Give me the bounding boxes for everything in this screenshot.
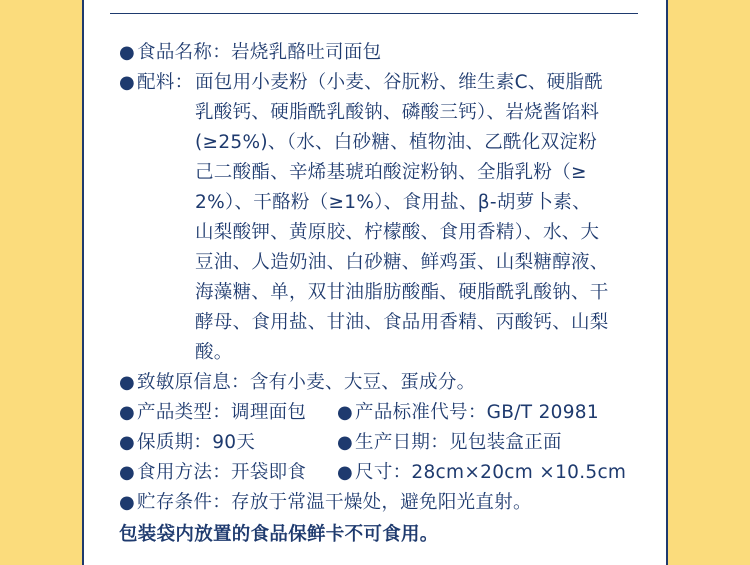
usage-label: 食用方法： <box>137 462 232 483</box>
allergen-row <box>119 368 639 398</box>
standard-value: GB/T 20981 <box>486 402 599 423</box>
ingredients-text <box>195 68 639 368</box>
size-value: 28cm×20cm ×10.5cm <box>411 462 627 483</box>
bullet-icon: ● <box>337 462 354 483</box>
allergen-value: 含有小麦、大豆、蛋成分。 <box>249 372 476 393</box>
bullet-icon: ● <box>119 42 136 63</box>
freshness-card-warning: 包装袋内放置的食品保鲜卡不可食用。 <box>119 524 439 545</box>
ingredients-line: (≥25%)、（水、白砂糖、植物油、乙酰化双淀粉 <box>195 132 598 153</box>
name-label: 食品名称： <box>137 42 232 63</box>
type-standard-row <box>119 398 639 428</box>
type-label: 产品类型： <box>137 402 232 423</box>
name-value: 岩烧乳酪吐司面包 <box>231 42 382 63</box>
bullet-icon: ● <box>337 432 354 453</box>
size-label: 尺寸： <box>355 462 412 483</box>
usage-size-row <box>119 458 639 488</box>
allergen-label: 致敏原信息： <box>137 372 250 393</box>
bullet-icon: ● <box>119 372 136 393</box>
bullet-icon: ● <box>119 72 136 93</box>
ingredients-label: 配料： <box>137 72 194 93</box>
top-divider <box>110 13 638 14</box>
ingredients-line: 面包用小麦粉（小麦、谷朊粉、维生素C、硬脂酰 <box>195 72 604 93</box>
ingredients-line: 海藻糖、单，双甘油脂肪酸酯、硬脂酰乳酸钠、干 <box>195 282 609 303</box>
product-name-row <box>119 38 639 68</box>
ingredients-line: 乳酸钙、硬脂酰乳酸钠、磷酸三钙）、岩烧酱馅料 <box>195 102 600 123</box>
ingredients-line: 2%）、干酪粉（≥1%）、食用盐、β-胡萝卜素、 <box>195 192 591 213</box>
ingredients-line: 山梨酸钾、黄原胶、柠檬酸、食用香精）、水、大 <box>195 222 600 243</box>
shelf-value: 90天 <box>212 432 256 453</box>
bullet-icon: ● <box>337 402 354 423</box>
date-label: 生产日期： <box>355 432 450 453</box>
storage-row <box>119 488 639 518</box>
ingredients-line: 酸。 <box>195 342 233 363</box>
shelf-date-row <box>119 428 639 458</box>
storage-value: 存放于常温干燥处，避免阳光直射。 <box>231 492 532 513</box>
ingredients-line: 豆油、人造奶油、白砂糖、鲜鸡蛋、山梨糖醇液、 <box>195 252 609 273</box>
date-value: 见包装盒正面 <box>449 432 562 453</box>
ingredients-line: 己二酸酯、辛烯基琥珀酸淀粉钠、全脂乳粉（≥ <box>195 162 587 183</box>
bullet-icon: ● <box>119 492 136 513</box>
shelf-label: 保质期： <box>137 432 213 453</box>
product-info <box>119 38 639 550</box>
bullet-icon: ● <box>119 402 136 423</box>
ingredients-line: 酵母、食用盐、甘油、食品用香精、丙酸钙、山梨 <box>195 312 609 333</box>
usage-value: 开袋即食 <box>231 462 307 483</box>
standard-label: 产品标准代号： <box>355 402 487 423</box>
bullet-icon: ● <box>119 462 136 483</box>
type-value: 调理面包 <box>231 402 307 423</box>
storage-label: 贮存条件： <box>137 492 232 513</box>
bullet-icon: ● <box>119 432 136 453</box>
